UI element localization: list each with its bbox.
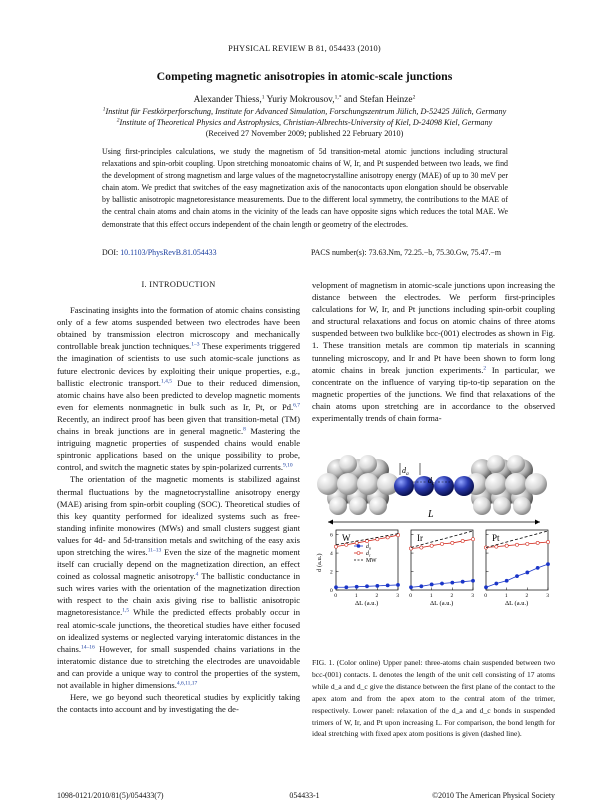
lead-atom: [505, 473, 527, 495]
doi-line: [102, 248, 508, 257]
lead-atom: [507, 455, 525, 473]
author-3-affil: 2: [412, 94, 416, 101]
abstract: Using first-principles calculations, we study the magnetism of 5d transition-metal atomic junctions including structural relaxations and spin-orbit coupling. Upon stretching monoatomic chains of W, Ir, and Pt suspended between two leads, we find the development of strong magnetism and large values of the magnetocrystalline anisotropy energy (MAE) of up to 30 meV per chain atom. We predict that switches of the easy magnetization axis of the nanocontacts upon elongation should be observable by ballistic anisotropic magnetoresistance measurements. Due to the different local symmetry, the contributions to the MAE of the central chain atoms and chain atoms in the vicinity of the leads can have opposite signs which reduces the total MAE. We demonstrate that this effect occurs independent of the chain length or geometry of the electrodes.: [102, 147, 508, 229]
data-point-d-c: [461, 539, 464, 542]
left-column: [57, 279, 300, 715]
x-tick-label: 0: [484, 593, 487, 599]
citation[interactable]: 11–13: [147, 547, 162, 554]
data-point-d-a: [365, 585, 368, 588]
data-point-d-a: [526, 571, 529, 574]
paragraph: Here, we go beyond such theoretical studies by explicitly taking the contacts into account and by investigating the de-: [57, 692, 300, 715]
data-point-d-c: [334, 545, 337, 548]
y-tick-label: 6: [330, 532, 333, 539]
legend-marker: [357, 545, 360, 548]
x-tick-label: 1: [429, 593, 433, 599]
affiliation-1: $^1$Institut für Festkörperforschung, Institute for Advanced Simulation, Forschungszentrum Jülich, D-52425 Jülich, Germany: [102, 106, 507, 116]
citation[interactable]: 2: [483, 365, 487, 372]
author-1-affil: 1: [261, 94, 265, 101]
data-point-d-a: [440, 582, 443, 585]
d-c-label: $d_c$: [428, 476, 435, 487]
lead-atom: [359, 455, 377, 473]
chain-atom: [434, 476, 454, 496]
x-tick-label: 0: [334, 593, 337, 599]
doi-link[interactable]: 10.1103/PhysRevB.81.054433: [120, 248, 217, 257]
chain-atom: [454, 476, 474, 496]
y-tick-label: 2: [330, 569, 333, 576]
data-point-d-c: [546, 540, 549, 543]
lead-atom: [487, 455, 505, 473]
author-list: [0, 95, 609, 105]
data-point-d-a: [376, 584, 379, 587]
data-point-d-a: [471, 579, 474, 582]
lead-atom: [525, 473, 547, 495]
affiliation-2: $^2$Institute of Theoretical Physics and Astrophysics, Christian-Albrechts-University of Kiel, D-24098 Kiel, Germany: [116, 117, 493, 127]
data-point-d-c: [365, 539, 368, 542]
x-tick-label: 3: [471, 593, 474, 599]
citation[interactable]: 1,5: [122, 607, 130, 614]
x-axis-label: ΔL (a.u.): [355, 600, 379, 607]
data-point-d-c: [440, 542, 443, 545]
legend-label: $d_c$: [366, 551, 371, 558]
data-point-d-a: [461, 580, 464, 583]
author-1: Alexander Thiess,: [193, 95, 262, 105]
lead-atom: [513, 497, 531, 515]
data-point-d-c: [471, 538, 474, 541]
legend-marker: [357, 552, 360, 555]
data-point-d-c: [420, 546, 423, 549]
author-2-affil: 1,*: [334, 94, 342, 101]
x-tick-label: 2: [450, 593, 454, 599]
lead-atom: [357, 473, 379, 495]
panel-label: Ir: [417, 533, 423, 543]
d-a-label: $d_a$: [402, 466, 409, 477]
citation[interactable]: 14–16: [80, 644, 95, 651]
lead-atom: [473, 497, 491, 515]
lead-atom: [329, 497, 347, 515]
data-point-d-a: [386, 584, 389, 587]
lead-atom: [485, 473, 507, 495]
data-point-d-a: [420, 585, 423, 588]
legend-label: MW: [366, 558, 377, 564]
x-tick-label: 3: [396, 593, 399, 599]
lead-atom: [339, 455, 357, 473]
paper-title: Competing magnetic anisotropies in atomic-scale junctions: [156, 69, 453, 83]
data-point-d-a: [430, 583, 433, 586]
figure-svg: [312, 448, 555, 656]
citation[interactable]: 4,6,11,17: [176, 680, 198, 687]
data-point-d-a: [334, 586, 337, 589]
data-point-d-a: [396, 583, 399, 586]
citation[interactable]: 1–3: [191, 341, 200, 348]
data-point-d-a: [451, 581, 454, 584]
data-point-d-c: [386, 536, 389, 539]
data-point-d-a: [536, 566, 539, 569]
legend-label: $d_a$: [366, 544, 371, 551]
data-point-d-a: [355, 585, 358, 588]
data-point-d-c: [505, 544, 508, 547]
citation[interactable]: 9,10: [282, 462, 293, 469]
data-point-d-c: [515, 543, 518, 546]
y-tick-label: 4: [330, 551, 333, 558]
data-point-d-a: [515, 575, 518, 578]
data-point-d-a: [505, 579, 508, 582]
data-point-d-c: [536, 541, 539, 544]
paragraph: Fascinating insights into the formation of atomic chains consisting only of a few atoms suspended between two electrodes have been obtained by transmission electron microscopy and mechanically controllable break junction techniques.$^{1-3}$ These experiments triggered the imagination of scientists to use such atomic-scale junctions as future electronic devices by exploiting their unique properties, e.g., ballistic electronic transport.$^{1,4,5}$ Due to their reduced dimension, atomic chains have also been predicted to develop magnetic moments even for elements nonmagnetic in bulk such as Ir, Pt, or Pd.$^{6,7}$ Recently, an indirect proof has been given that transition-metal (TM) chains in break junctions are in general magnetic.$^8$ Mastering the intriguing magnetic properties of suspended chains would enable spintronic applications based on the unique possibility to probe, control, and switch the magnetic states by spin-polarized currents.$^{9,10}$: [57, 305, 300, 473]
relaxation-plots: [316, 530, 550, 607]
section-heading: I. INTRODUCTION: [141, 280, 216, 289]
x-tick-label: 1: [504, 593, 508, 599]
footer-page-number: 054433-1: [289, 791, 320, 800]
citation[interactable]: 1,4,5: [160, 378, 172, 385]
doi-prefix: DOI:: [102, 248, 119, 257]
author-3: and Stefan Heinze: [343, 95, 413, 105]
data-point-d-c: [451, 541, 454, 544]
y-tick-label: 0: [330, 588, 333, 594]
x-axis-label: ΔL (a.u.): [505, 600, 529, 607]
data-point-d-c: [355, 541, 358, 544]
L-label: L: [428, 509, 434, 520]
caption-text: (Color online) Upper panel: three-atoms chain suspended between two bcc-(001) contacts. L denotes the length of the unit cell consisting of 17 atoms while d_a and d_c give the distance between the first plane of the contact to the apex atom and from the apex atom to the central atom of the trimer, respectively. Lower panel: relaxation of the d_a and d_c bonds in suspended trimers of W, Ir, and Pt upon increasing L. For comparison, the bond length for ideal stretching with fixed apex atom positions is given (dashed line).: [312, 658, 556, 739]
x-tick-label: 1: [354, 593, 358, 599]
x-axis-label: ΔL (a.u.): [430, 600, 454, 607]
x-tick-label: 2: [375, 593, 379, 599]
lead-atom: [369, 497, 387, 515]
footer-issn: 1098-0121/2010/81(5)/054433(7): [57, 791, 164, 800]
y-axis-label: d (a.u.): [316, 553, 323, 572]
data-point-d-a: [409, 586, 412, 589]
lead-atom: [349, 497, 367, 515]
data-point-d-a: [484, 586, 487, 589]
x-tick-label: 2: [525, 593, 529, 599]
right-column: [312, 279, 555, 424]
lead-atom: [317, 473, 339, 495]
citation[interactable]: 8: [243, 426, 246, 433]
panel-label: Pt: [492, 533, 500, 543]
paragraph: velopment of magnetism in atomic-scale junctions upon increasing the distance between the electrodes. We perform first-principles calculations for W, Ir, and Pt junctions including spin-orbit coupling and structural relaxations and focus on atomic chains of three atoms suspended between two bulklike bcc-(001) electrodes as shown in Fig. 1. These transition metals are common tip materials in scanning tunneling microscopy, and Ir and Pt have been shown to form long atomic chains in break junction experiments.$^2$ In particular, we concentrate on the influence of varying tip-to-tip separation on the magnetic properties of the junctions. We find that relaxations of the chain atoms upon stretching are in accordance to the observed experimentally trends of chain forma-: [312, 280, 555, 424]
data-point-d-c: [526, 542, 529, 545]
x-tick-label: 0: [409, 593, 412, 599]
footer-copyright: ©2010 The American Physical Society: [432, 791, 555, 800]
running-head: PHYSICAL REVIEW B 81, 054433 (2010): [228, 44, 381, 53]
citation[interactable]: 6,7: [293, 402, 300, 409]
figure-caption: [312, 657, 555, 740]
x-tick-label: 3: [546, 593, 549, 599]
data-point-d-c: [376, 538, 379, 541]
caption-label: FIG. 1.: [312, 658, 335, 667]
chain-atom: [394, 476, 414, 496]
data-point-d-c: [345, 543, 348, 546]
lead-atom: [337, 473, 359, 495]
citation[interactable]: 4: [195, 571, 199, 578]
data-point-d-a: [495, 582, 498, 585]
pacs-numbers: PACS number(s): 73.63.Nm, 72.25.−b, 75.30.Gw, 75.47.−m: [311, 248, 502, 257]
lead-atom: [493, 497, 511, 515]
data-point-d-c: [495, 545, 498, 548]
received-dates: (Received 27 November 2009; published 22 February 2010): [205, 129, 404, 138]
paragraph: The orientation of the magnetic moments is stabilized against thermal fluctuations by the magnetocrystalline anisotropy energy (MAE) arising from spin-orbit coupling (SOC). Theoretical studies of this key quantity performed for idealized systems such as free-standing infinite monowires (MWs) and small clusters suggest giant values for 4d- and 5d-transition metals and switching of the easy axis upon stretching the wires.$^{11-13}$ Even the size of the magnetic moment itself can crucially depend on the magnetization direction, an effect coined as colossal magnetic anisotropy.$^4$ The ballistic conductance in such wires varies with the orientation of the magnetization direction with respect to the chain axis giving rise to ballistic anisotropic magnetoresistance.$^{1,5}$ While the predicted effects probably occur in real atomic-scale junctions, the theoretical studies have either focused on idealized systems or neglected varying interatomic distances in the chains.$^{14-16}$ However, for small suspended chains variations in the interatomic distance due to stretching the electrodes are unavoidable and can provide a unique way to control the properties of the system, not available in higher dimensions.$^{4,6,11,17}$: [57, 474, 300, 690]
data-point-d-c: [430, 544, 433, 547]
data-point-d-a: [345, 586, 348, 589]
author-2: Yuriy Mokrousov,: [266, 95, 335, 105]
panel-label: W: [342, 533, 351, 543]
data-point-d-a: [546, 563, 549, 566]
